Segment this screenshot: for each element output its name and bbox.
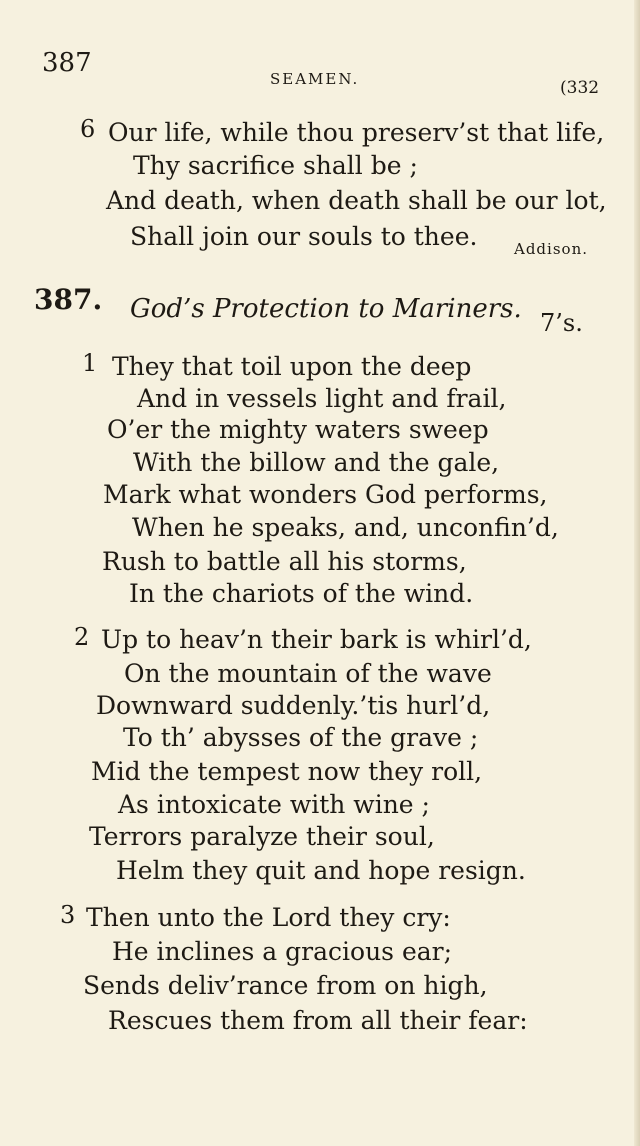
verse-line: On the mountain of the wave	[124, 659, 492, 688]
verse-line: Terrors paralyze their soul,	[89, 822, 435, 851]
page-edge	[634, 0, 640, 1146]
verse-line: Helm they quit and hope resign.	[116, 856, 526, 885]
hymn-title: God’s Protection to Mariners.	[130, 294, 522, 324]
stanza-number: 1	[82, 349, 98, 377]
hymn-meter: 7’s.	[540, 309, 583, 337]
page-ref: (332	[560, 78, 600, 98]
running-title: SEAMEN.	[270, 70, 360, 88]
verse-line: Rush to battle all his storms,	[102, 547, 467, 576]
verse-line: And death, when death shall be our lot,	[106, 186, 607, 215]
verse-line: As intoxicate with wine ;	[118, 790, 430, 819]
hymn-number: 387.	[34, 283, 103, 316]
verse-line: He inclines a gracious ear;	[112, 937, 453, 966]
verse-line: Then unto the Lord they cry:	[86, 903, 451, 932]
verse-line: O’er the mighty waters sweep	[107, 415, 489, 444]
verse-line: Rescues them from all their fear:	[108, 1006, 528, 1035]
verse-line: Mid the tempest now they roll,	[91, 757, 483, 786]
author-attribution: Addison.	[514, 240, 588, 258]
stanza-number: 6	[80, 115, 96, 143]
verse-line: When he speaks, and, unconfin’d,	[132, 513, 559, 542]
verse-line: To th’ abysses of the grave ;	[123, 723, 479, 752]
verse-line: And in vessels light and frail,	[137, 384, 507, 413]
verse-line: Downward suddenly.’tis hurl’d,	[96, 691, 491, 720]
stanza-number: 2	[74, 623, 90, 651]
page-number: 387	[42, 48, 92, 78]
verse-line: Our life, while thou preserv’st that life,	[108, 118, 605, 147]
verse-line: Thy sacrifice shall be ;	[133, 151, 418, 180]
verse-line: With the billow and the gale,	[133, 448, 500, 477]
verse-line: They that toil upon the deep	[112, 352, 472, 381]
stanza-number: 3	[60, 901, 76, 929]
verse-line: Shall join our souls to thee.	[130, 222, 478, 251]
verse-line: Up to heav’n their bark is whirl’d,	[101, 625, 532, 654]
verse-line: Mark what wonders God performs,	[103, 480, 548, 509]
verse-line: Sends deliv’rance from on high,	[83, 971, 488, 1000]
verse-line: In the chariots of the wind.	[129, 579, 474, 608]
